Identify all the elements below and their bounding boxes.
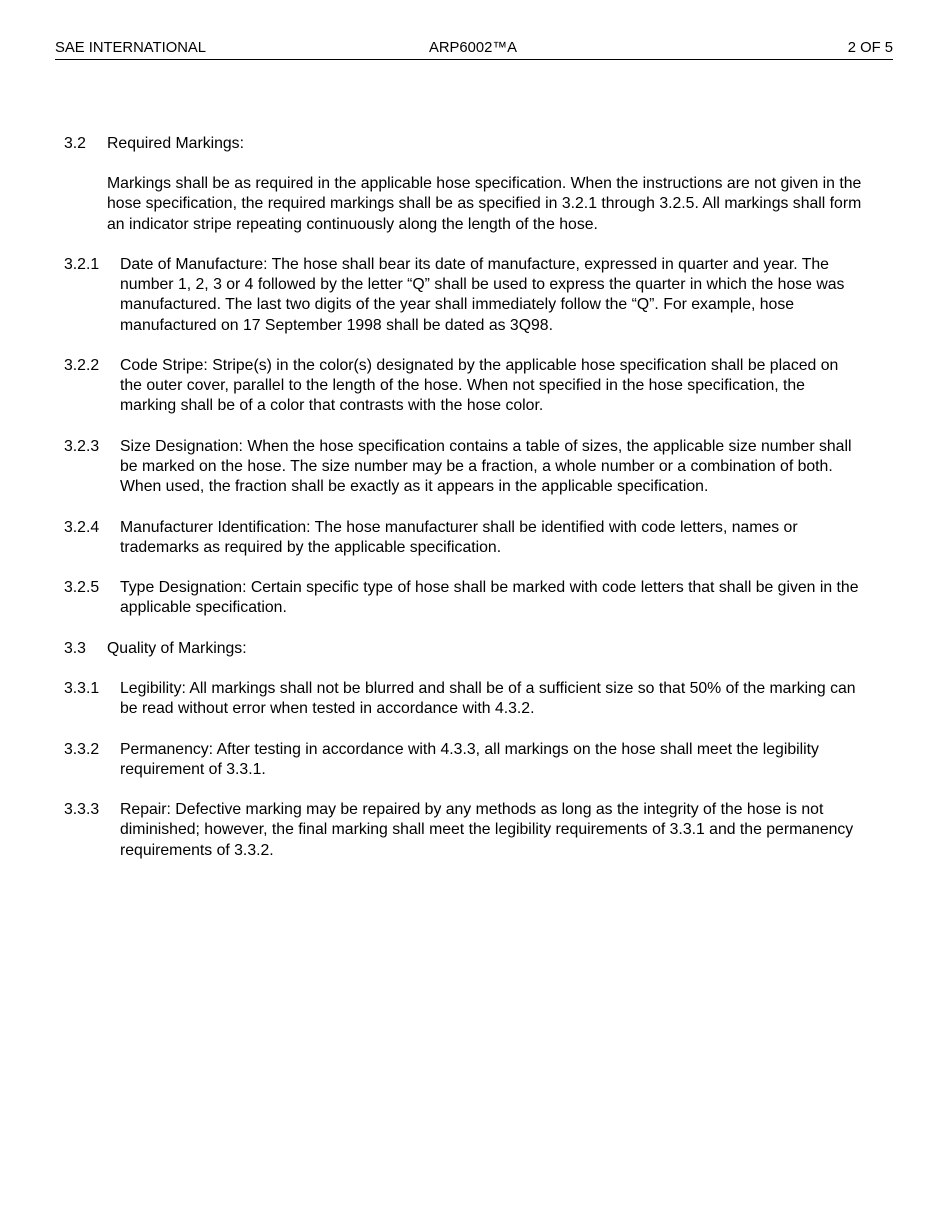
clause-number: 3.3.3	[64, 801, 100, 819]
header-document-id: ARP6002™A	[429, 40, 518, 56]
clause-number: 3.2.4	[64, 518, 100, 536]
clause-3-3-1	[64, 679, 864, 719]
clause-text: Type Designation: Certain specific type of hose shall be marked with code letters that shall be given in the applicable specification.	[120, 579, 859, 617]
clause-3-2-3	[64, 437, 864, 498]
clause-text: Manufacturer Identification: The hose manufacturer shall be identified with code letters, names or trademarks as required by the applicable specification.	[120, 518, 798, 556]
clause-3-2-4	[64, 518, 864, 558]
document-body	[64, 134, 864, 881]
clause-text: Permanency: After testing in accordance with 4.3.3, all markings on the hose shall meet the legibility requirement of 3.3.1.	[120, 740, 819, 778]
section-title: Required Markings:	[107, 135, 244, 152]
clause-3-2-2	[64, 356, 864, 417]
section-number: 3.3	[64, 639, 86, 657]
clause-number: 3.2.1	[64, 256, 100, 273]
section-3-3-heading	[64, 639, 864, 659]
clause-3-3-2	[64, 740, 864, 780]
clause-text: Size Designation: When the hose specification contains a table of sizes, the applicable size number shall be marked on the hose. The size number may be a fraction, a whole number or a combination of both. When used, the fraction shall be exactly as it appears in the applicable specification.	[120, 437, 852, 496]
clause-number: 3.3.1	[64, 679, 100, 697]
clause-text: Repair: Defective marking may be repaired by any methods as long as the integrity of the hose is not diminished; however, the final marking shall meet the legibility requirements of 3.3.1 and the permanency requirements of 3.3.2.	[120, 801, 854, 859]
clause-number: 3.2.5	[64, 579, 100, 597]
clause-3-2-1	[64, 255, 864, 336]
header-organization: SAE INTERNATIONAL	[55, 40, 207, 56]
clause-number: 3.2.3	[64, 437, 100, 455]
section-3-2-heading	[64, 134, 864, 154]
clause-text: Code Stripe: Stripe(s) in the color(s) designated by the applicable hose specification shall be placed on the outer cover, parallel to the length of the hose. When not specified in the hose specification, the marking shall be of a color that contrasts with the hose color.	[120, 357, 839, 415]
clause-number: 3.3.2	[64, 740, 100, 758]
section-3-2-paragraph: Markings shall be as required in the applicable hose specification. When the instructions are not given in the hose specification, the required markings shall be as specified in 3.2.1 through 3.2.5. All markings shall form an indicator stripe repeating continuously along the length of the hose.	[107, 175, 862, 233]
header-page-number: 2 OF 5	[847, 40, 893, 56]
clause-number: 3.2.2	[64, 357, 100, 374]
page-header	[55, 37, 893, 60]
clause-text: Legibility: All markings shall not be blurred and shall be of a sufficient size so that 50% of the marking can be read without error when tested in accordance with 4.3.2.	[120, 679, 856, 718]
clause-text: Date of Manufacture: The hose shall bear its date of manufacture, expressed in quarter and year. The number 1, 2, 3 or 4 followed by the letter “Q” shall be used to express the quarter in which the hose was manufactured. The last two digits of the year shall immediately follow the “Q”. For example, hose manufactured on 17 September 1998 shall be dated as 3Q98.	[120, 256, 845, 334]
clause-3-3-3	[64, 800, 864, 861]
clause-3-2-5	[64, 578, 864, 618]
section-title: Quality of Markings:	[107, 639, 247, 657]
section-number: 3.2	[64, 135, 86, 152]
